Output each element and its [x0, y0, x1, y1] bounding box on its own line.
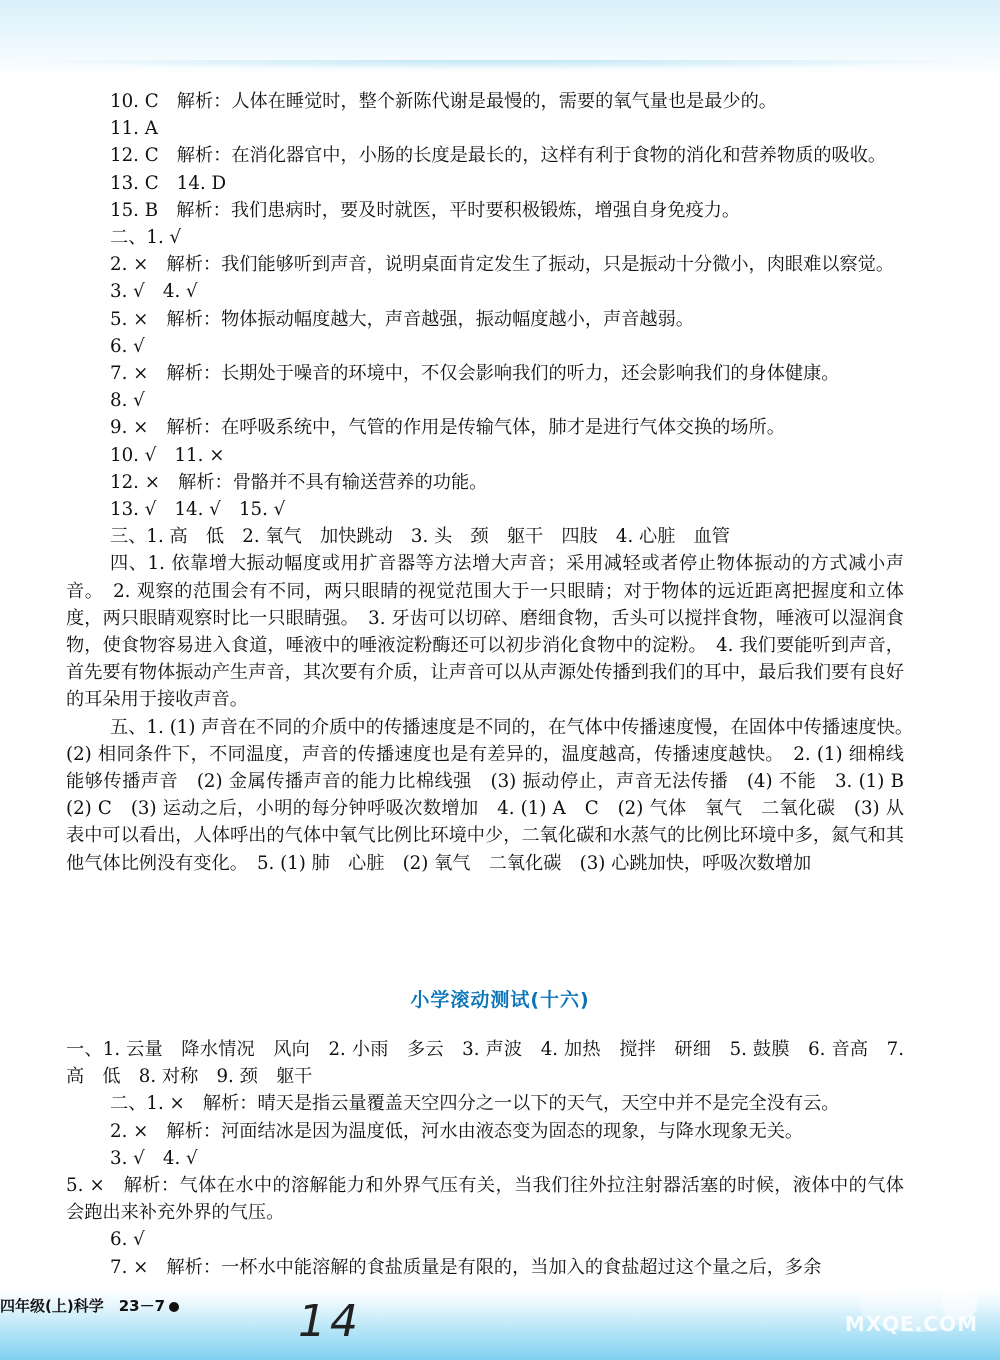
answer-line: 13. √ 14. √ 15. √: [110, 499, 286, 521]
answer-line: 3. √ 4. √: [110, 281, 198, 303]
answer-line: 12. × 解析：骨骼并不具有输送营养的功能。: [110, 471, 488, 493]
answer-line: 二、1. √: [110, 227, 182, 249]
watermark-badge-icon: [848, 1272, 988, 1350]
footer-text: 四年级(上)科学 23－7: [0, 1297, 166, 1315]
answer-line: 12. C 解析：在消化器官中，小肠的长度是最长的，这样有利于食物的消化和营养物质的吸收。: [110, 145, 887, 167]
answer-line: 5. × 解析：物体振动幅度越大，声音越强，振动幅度越小，声音越弱。: [110, 308, 694, 330]
watermark-logo: [844, 1272, 988, 1350]
answer-line: 10. √ 11. ×: [110, 444, 225, 466]
handwritten-page-number: 14: [298, 1296, 362, 1347]
top-decorative-band: [0, 0, 1000, 78]
answer-section-part2: [66, 1036, 904, 1281]
answer-line: 6. √: [110, 335, 145, 357]
footer-dot-icon: [169, 1302, 179, 1312]
answer-line: 三、1. 高 低 2. 氧气 加快跳动 3. 头 颈 躯干 四肢 4. 心脏 血管: [110, 526, 730, 548]
answer-line: 五、1. (1) 声音在不同的介质中的传播速度是不同的，在气体中传播速度慢，在固体中传播速度快。 (2) 相同条件下，不同温度，声音的传播速度也是有差异的，温度越高，传播速度越快。 2. (1) 细棉线能够传播声音 (2) 金属传播声音的能力比棉线强 (3) 振动停止，声音无法传播 (4) 不能 3. (1) B (2) C (3) 运动之后，小明的每分钟呼吸次数增加 4. (1) A C (2) 气体 氧气 二氧化碳 (3) 从表中可以看出，人体呼出的气体中氧气比例比环境中少，二氧化碳和水蒸气的比例比环境中多，氮气和其他气体比例没有变化。 5. (1) 肺 心脏 (2) 氧气 二氧化碳 (3) 心跳加快，呼吸次数增加: [66, 716, 923, 874]
answer-line: 13. C 14. D: [110, 172, 227, 194]
test16-answer-line: 6. √: [110, 1229, 145, 1251]
test16-answer-line: 7. × 解析：一杯水中能溶解的食盐质量是有限的，当加入的食盐超过这个量之后，多余: [110, 1256, 822, 1278]
answer-line: 四、1. 依靠增大振动幅度或用扩音器等方法增大声音；采用减轻或者停止物体振动的方式减小声音。 2. 观察的范围会有不同，两只眼睛的视觉范围大于一只眼睛；对于物体的远近距离把握度和立体度，两只眼睛观察时比一只眼睛强。 3. 牙齿可以切碎、磨细食物，舌头可以搅拌食物，唾液可以湿润食物，使食物容易进入食道，唾液中的唾液淀粉酶还可以初步消化食物中的淀粉。 4. 我们要能听到声音，首先要有物体振动产生声音，其次要有介质，让声音可以从声源处传播到我们的耳中，最后我们要有良好的耳朵用于接收声音。: [66, 553, 904, 711]
answer-line: 11. A: [110, 118, 158, 140]
test16-answer-line: 一、1. 云量 降水情况 风向 2. 小雨 多云 3. 声波 4. 加热 搅拌 研细 5. 鼓膜 6. 音高 7. 高 低 8. 对称 9. 颈 躯干: [66, 1039, 904, 1088]
answer-line: 10. C 解析：人体在睡觉时，整个新陈代谢是最慢的，需要的氧气量也是最少的。: [110, 91, 777, 112]
answer-line: 7. × 解析：长期处于噪音的环境中，不仅会影响我们的听力，还会影响我们的身体健康。: [110, 363, 840, 385]
test16-answer-line: 5. × 解析：气体在水中的溶解能力和外界气压有关，当我们往外拉注射器活塞的时候，液体中的气体会跑出来补充外界的气压。: [66, 1175, 904, 1224]
test16-answer-line: 二、1. × 解析：晴天是指云量覆盖天空四分之一以下的天气，天空中并不是完全没有云。: [110, 1093, 840, 1115]
answer-section-part1: [66, 88, 923, 877]
test16-answer-line: 3. √ 4. √: [110, 1147, 198, 1169]
answer-line: 9. × 解析：在呼吸系统中，气管的作用是传输气体，肺才是进行气体交换的场所。: [110, 417, 785, 439]
footer-label: [0, 1295, 179, 1316]
answer-line: 8. √: [110, 390, 145, 412]
watermark-text: MXQE.COM: [844, 1312, 978, 1336]
test16-answer-line: 2. × 解析：河面结冰是因为温度低，河水由液态变为固态的现象，与降水现象无关。: [110, 1120, 804, 1142]
answer-line: 2. × 解析：我们能够听到声音，说明桌面肯定发生了振动，只是振动十分微小，肉眼难以察觉。: [110, 254, 895, 276]
answer-line: 15. B 解析：我们患病时，要及时就医，平时要积极锻炼，增强自身免疫力。: [110, 199, 741, 221]
section-title: 小学滚动测试(十六): [410, 989, 590, 1011]
